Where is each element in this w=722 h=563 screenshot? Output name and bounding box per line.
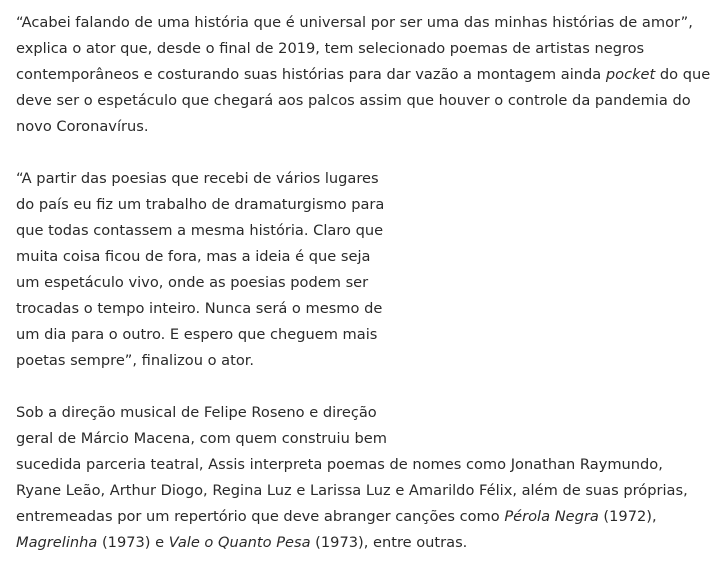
text-line <box>16 348 716 374</box>
paragraph-2 <box>16 166 716 374</box>
text-segment: entremeadas por um repertório que deve abranger canções como <box>16 508 505 525</box>
paragraph-gap <box>16 140 716 166</box>
text-segment: (1973) e <box>97 534 169 551</box>
text-segment: poetas sempre”, finalizou o ator. <box>16 352 255 369</box>
text-segment: “A partir das poesias que recebi de vários lugares <box>16 170 379 187</box>
text-segment: que todas contassem a mesma história. Claro que <box>16 222 384 239</box>
italic-title: Magrelinha <box>16 534 98 551</box>
text-line <box>16 192 716 218</box>
paragraph-1 <box>16 10 716 140</box>
text-segment: sucedida parceria teatral, Assis interpreta poemas de nomes como Jonathan Raymundo, <box>16 456 663 473</box>
text-segment: do que <box>655 66 711 83</box>
italic-title: Pérola Negra <box>504 508 599 525</box>
text-line <box>16 114 716 140</box>
paragraph-3 <box>16 400 716 556</box>
text-segment: do país eu fiz um trabalho de dramaturgismo para <box>16 196 385 213</box>
text-segment: geral de Márcio Macena, com quem construiu bem <box>16 430 387 447</box>
text-segment: novo Coronavírus. <box>16 118 149 135</box>
text-line <box>16 452 716 478</box>
text-line <box>16 426 716 452</box>
text-line <box>16 62 716 88</box>
text-segment: trocadas o tempo inteiro. Nunca será o mesmo de <box>16 300 383 317</box>
text-segment: um espetáculo vivo, onde as poesias podem ser <box>16 274 369 291</box>
text-line <box>16 530 716 556</box>
text-segment: “Acabei falando de uma história que é universal por ser uma das minhas histórias de amor”, <box>16 14 693 31</box>
italic-title: Vale o Quanto Pesa <box>168 534 311 551</box>
article-body <box>16 10 716 556</box>
text-line <box>16 270 716 296</box>
text-line <box>16 88 716 114</box>
text-line <box>16 504 716 530</box>
text-line <box>16 36 716 62</box>
italic-title: pocket <box>605 66 656 83</box>
text-line <box>16 218 716 244</box>
text-segment: (1973), entre outras. <box>310 534 468 551</box>
paragraph-gap <box>16 374 716 400</box>
text-segment: explica o ator que, desde o final de 2019, tem selecionado poemas de artistas negros <box>16 40 645 57</box>
text-line <box>16 244 716 270</box>
text-segment: Sob a direção musical de Felipe Roseno e direção <box>16 404 377 421</box>
text-line <box>16 478 716 504</box>
text-line <box>16 322 716 348</box>
text-line <box>16 400 716 426</box>
text-segment: um dia para o outro. E espero que cheguem mais <box>16 326 378 343</box>
text-line <box>16 166 716 192</box>
text-line <box>16 10 716 36</box>
text-line <box>16 296 716 322</box>
text-segment: contemporâneos e costurando suas histórias para dar vazão a montagem ainda <box>16 66 606 83</box>
text-segment: deve ser o espetáculo que chegará aos palcos assim que houver o controle da pandemia do <box>16 92 691 109</box>
text-segment: Ryane Leão, Arthur Diogo, Regina Luz e Larissa Luz e Amarildo Félix, além de suas próprias, <box>16 482 688 499</box>
text-segment: muita coisa ficou de fora, mas a ideia é que seja <box>16 248 371 265</box>
text-segment: (1972), <box>598 508 657 525</box>
